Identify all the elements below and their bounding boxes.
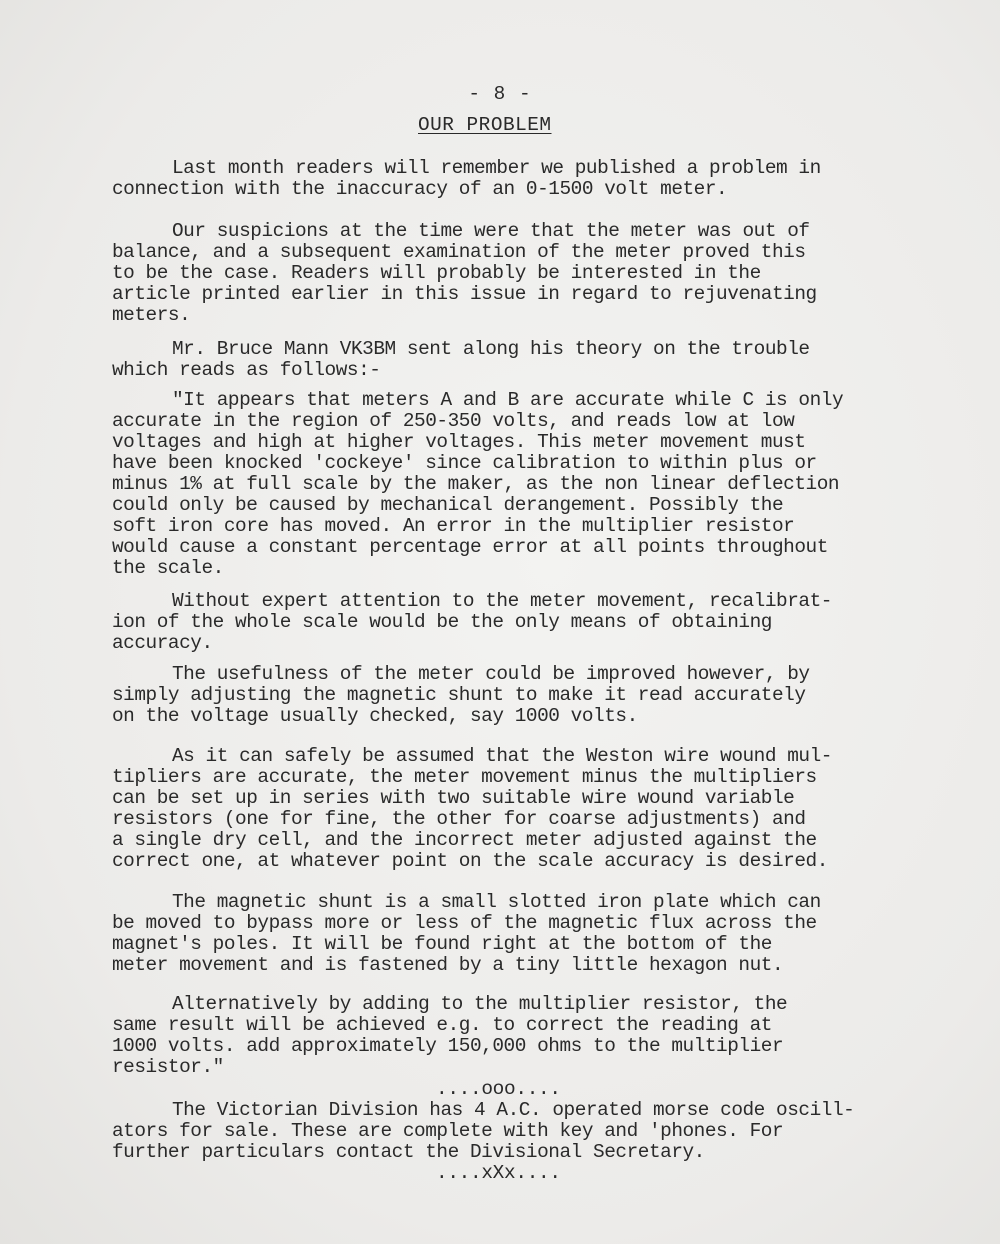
text-line: to be the case. Readers will probably be interested in the bbox=[112, 262, 761, 284]
text-line: The magnetic shunt is a small slotted iron plate which can bbox=[172, 891, 821, 913]
text-line: a single dry cell, and the incorrect meter adjusted against the bbox=[112, 829, 817, 851]
text-line: connection with the inaccuracy of an 0-1500 volt meter. bbox=[112, 178, 728, 200]
text-line: "It appears that meters A and B are accurate while C is only bbox=[172, 389, 844, 411]
section-divider: ....ooo.... bbox=[436, 1078, 561, 1100]
text-line: further particulars contact the Divisional Secretary. bbox=[112, 1141, 705, 1163]
text-line: Our suspicions at the time were that the meter was out of bbox=[172, 220, 810, 242]
text-line: 1000 volts. add approximately 150,000 ohms to the multiplier bbox=[112, 1035, 784, 1057]
text-line: meter movement and is fastened by a tiny little hexagon nut. bbox=[112, 954, 784, 976]
text-line: accuracy. bbox=[112, 632, 213, 654]
text-line: soft iron core has moved. An error in the multiplier resistor bbox=[112, 515, 795, 537]
text-line: The Victorian Division has 4 A.C. operated morse code oscill- bbox=[172, 1099, 855, 1121]
text-line: minus 1% at full scale by the maker, as the non linear deflection bbox=[112, 473, 840, 495]
text-line: be moved to bypass more or less of the magnetic flux across the bbox=[112, 912, 817, 934]
text-line: Mr. Bruce Mann VK3BM sent along his theory on the trouble bbox=[172, 338, 810, 360]
text-line: ion of the whole scale would be the only means of obtaining bbox=[112, 611, 772, 633]
text-line: on the voltage usually checked, say 1000 volts. bbox=[112, 705, 638, 727]
article-title: OUR PROBLEM bbox=[418, 114, 552, 136]
section-divider: ....xXx.... bbox=[436, 1162, 561, 1184]
text-line: As it can safely be assumed that the Weston wire wound mul- bbox=[172, 745, 832, 767]
text-line: correct one, at whatever point on the scale accuracy is desired. bbox=[112, 850, 828, 872]
text-line: balance, and a subsequent examination of the meter proved this bbox=[112, 241, 806, 263]
text-line: which reads as follows:- bbox=[112, 359, 381, 381]
text-line: magnet's poles. It will be found right at the bottom of the bbox=[112, 933, 772, 955]
text-line: simply adjusting the magnetic shunt to make it read accurately bbox=[112, 684, 806, 706]
text-line: Last month readers will remember we published a problem in bbox=[172, 157, 821, 179]
text-line: have been knocked 'cockeye' since calibration to within plus or bbox=[112, 452, 817, 474]
page-number: - 8 - bbox=[468, 83, 532, 105]
text-line: resistor." bbox=[112, 1056, 224, 1078]
text-line: voltages and high at higher voltages. This meter movement must bbox=[112, 431, 806, 453]
text-line: Alternatively by adding to the multiplier resistor, the bbox=[172, 993, 788, 1015]
text-line: can be set up in series with two suitable wire wound variable bbox=[112, 787, 795, 809]
text-line: resistors (one for fine, the other for coarse adjustments) and bbox=[112, 808, 806, 830]
text-line: accurate in the region of 250-350 volts, and reads low at low bbox=[112, 410, 795, 432]
text-line: ators for sale. These are complete with key and 'phones. For bbox=[112, 1120, 784, 1142]
text-line: would cause a constant percentage error at all points throughout bbox=[112, 536, 828, 558]
text-line: could only be caused by mechanical derangement. Possibly the bbox=[112, 494, 784, 516]
text-line: the scale. bbox=[112, 557, 224, 579]
text-line: same result will be achieved e.g. to correct the reading at bbox=[112, 1014, 772, 1036]
text-line: meters. bbox=[112, 304, 191, 326]
text-line: tipliers are accurate, the meter movement minus the multipliers bbox=[112, 766, 817, 788]
text-line: article printed earlier in this issue in regard to rejuvenating bbox=[112, 283, 817, 305]
text-line: The usefulness of the meter could be improved however, by bbox=[172, 663, 810, 685]
text-line: Without expert attention to the meter movement, recalibrat- bbox=[172, 590, 832, 612]
